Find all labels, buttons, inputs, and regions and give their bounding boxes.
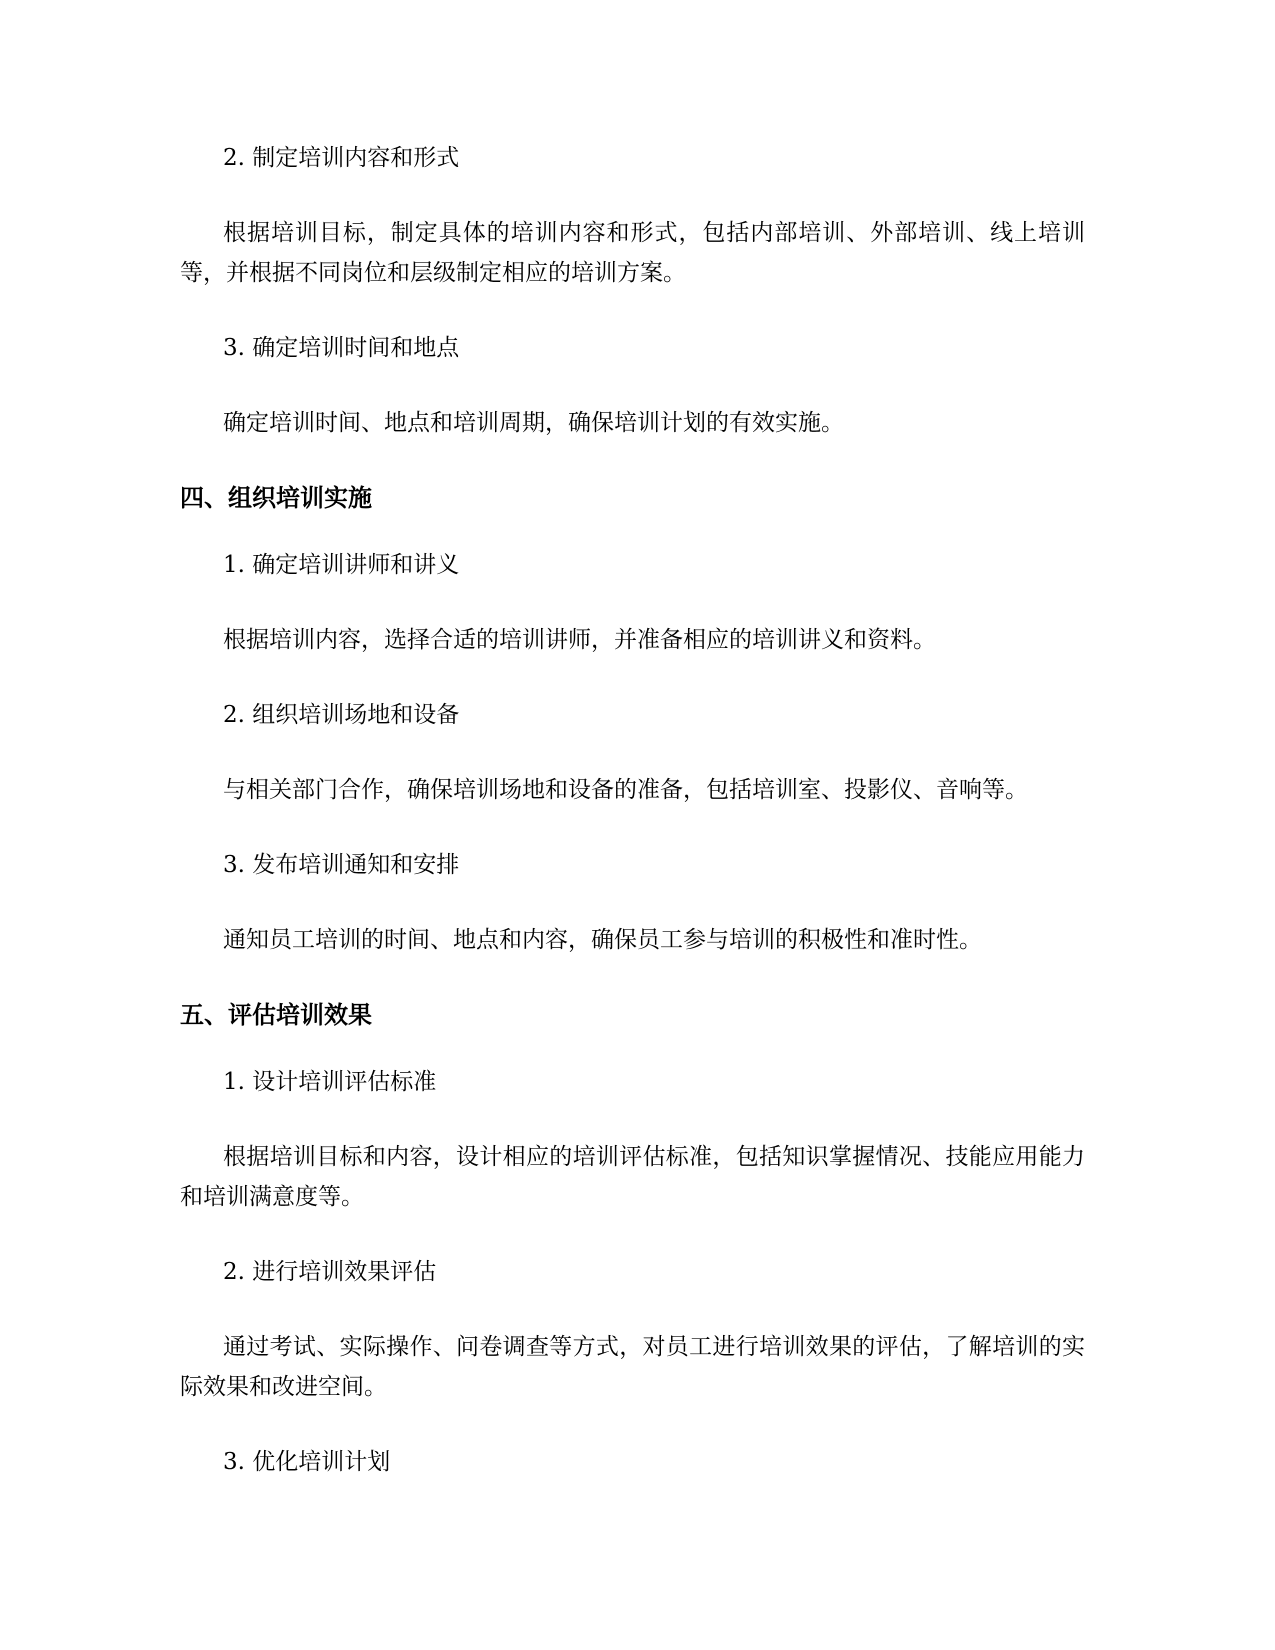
paragraph: 确定培训时间、地点和培训周期，确保培训计划的有效实施。 xyxy=(223,410,844,436)
subsection-title: 2. 制定培训内容和形式 xyxy=(223,145,460,171)
paragraph: 与相关部门合作，确保培训场地和设备的准备，包括培训室、投影仪、音响等。 xyxy=(223,777,1028,803)
subsection-title: 1. 设计培训评估标准 xyxy=(223,1069,437,1095)
paragraph: 根据培训内容，选择合适的培训讲师，并准备相应的培训讲义和资料。 xyxy=(223,627,936,653)
subsection-title: 3. 发布培训通知和安排 xyxy=(223,852,460,878)
section-heading: 五、评估培训效果 xyxy=(180,1001,372,1029)
subsection-title: 2. 组织培训场地和设备 xyxy=(223,702,460,728)
subsection-title: 1. 确定培训讲师和讲义 xyxy=(223,552,460,578)
paragraph: 通过考试、实际操作、问卷调查等方式，对员工进行培训效果的评估，了解培训的实际效果和改进空间。 xyxy=(180,1334,1085,1400)
section-heading: 四、组织培训实施 xyxy=(180,484,372,512)
paragraph: 通知员工培训的时间、地点和内容，确保员工参与培训的积极性和准时性。 xyxy=(223,927,982,953)
paragraph: 根据培训目标和内容，设计相应的培训评估标准，包括知识掌握情况、技能应用能力和培训满意度等。 xyxy=(180,1144,1085,1210)
paragraph: 根据培训目标，制定具体的培训内容和形式，包括内部培训、外部培训、线上培训等，并根据不同岗位和层级制定相应的培训方案。 xyxy=(180,220,1085,286)
subsection-title: 2. 进行培训效果评估 xyxy=(223,1259,437,1285)
subsection-title: 3. 优化培训计划 xyxy=(223,1449,391,1475)
subsection-title: 3. 确定培训时间和地点 xyxy=(223,335,460,361)
document-page xyxy=(180,138,1085,1517)
